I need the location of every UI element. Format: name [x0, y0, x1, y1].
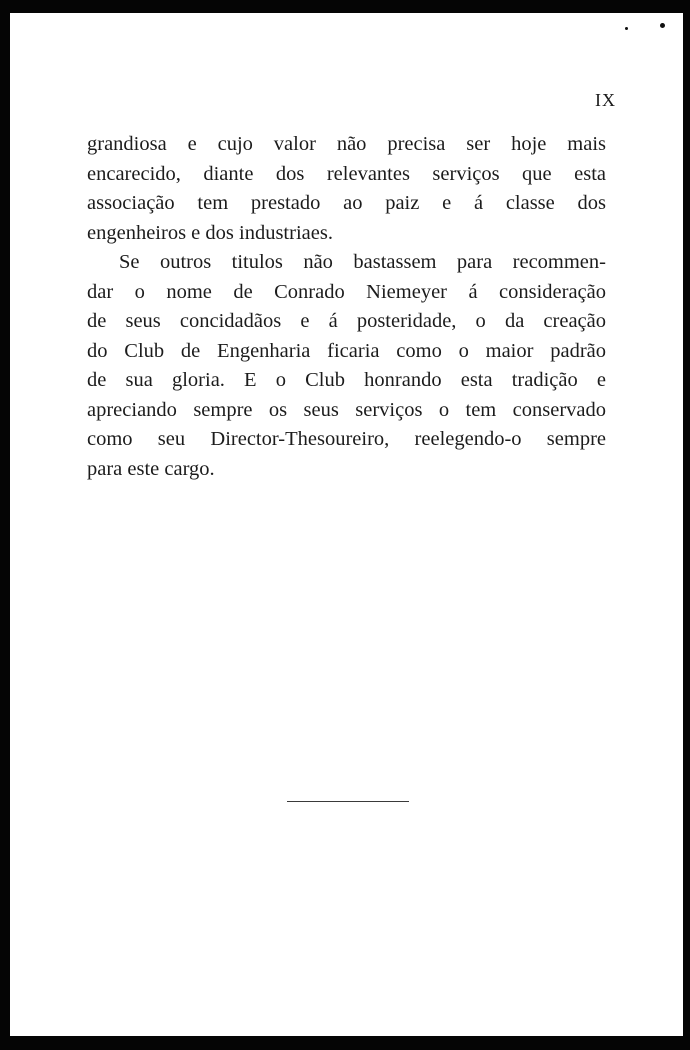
text-line: encarecido, diante dos relevantes serviços que esta: [87, 162, 606, 185]
text-line: para este cargo.: [87, 457, 215, 480]
text-line: associação tem prestado ao paiz e á classe dos: [87, 192, 606, 214]
text-line: apreciando sempre os seus serviços o tem conservado: [87, 398, 606, 421]
text-line: dar o nome de Conrado Niemeyer á consideração: [87, 280, 606, 303]
text-line: grandiosa e cujo valor não precisa ser hoje mais: [87, 133, 606, 155]
ink-speck: [625, 27, 628, 30]
document-page: [10, 13, 683, 1036]
ink-speck: [660, 23, 665, 28]
section-end-rule: [287, 801, 409, 802]
text-line: engenheiros e dos industriaes.: [87, 221, 333, 244]
page-number: IX: [595, 90, 616, 110]
body-text: [87, 130, 606, 484]
text-line: Se outros titulos não bastassem para recommen-: [119, 251, 606, 273]
text-line: de seus concidadãos e á posteridade, o da creação: [87, 310, 606, 332]
text-line: como seu Director-Thesoureiro, reelegendo-o sempre: [87, 428, 606, 450]
text-line: de sua gloria. E o Club honrando esta tradição e: [87, 369, 606, 391]
text-line: do Club de Engenharia ficaria como o maior padrão: [87, 339, 606, 362]
